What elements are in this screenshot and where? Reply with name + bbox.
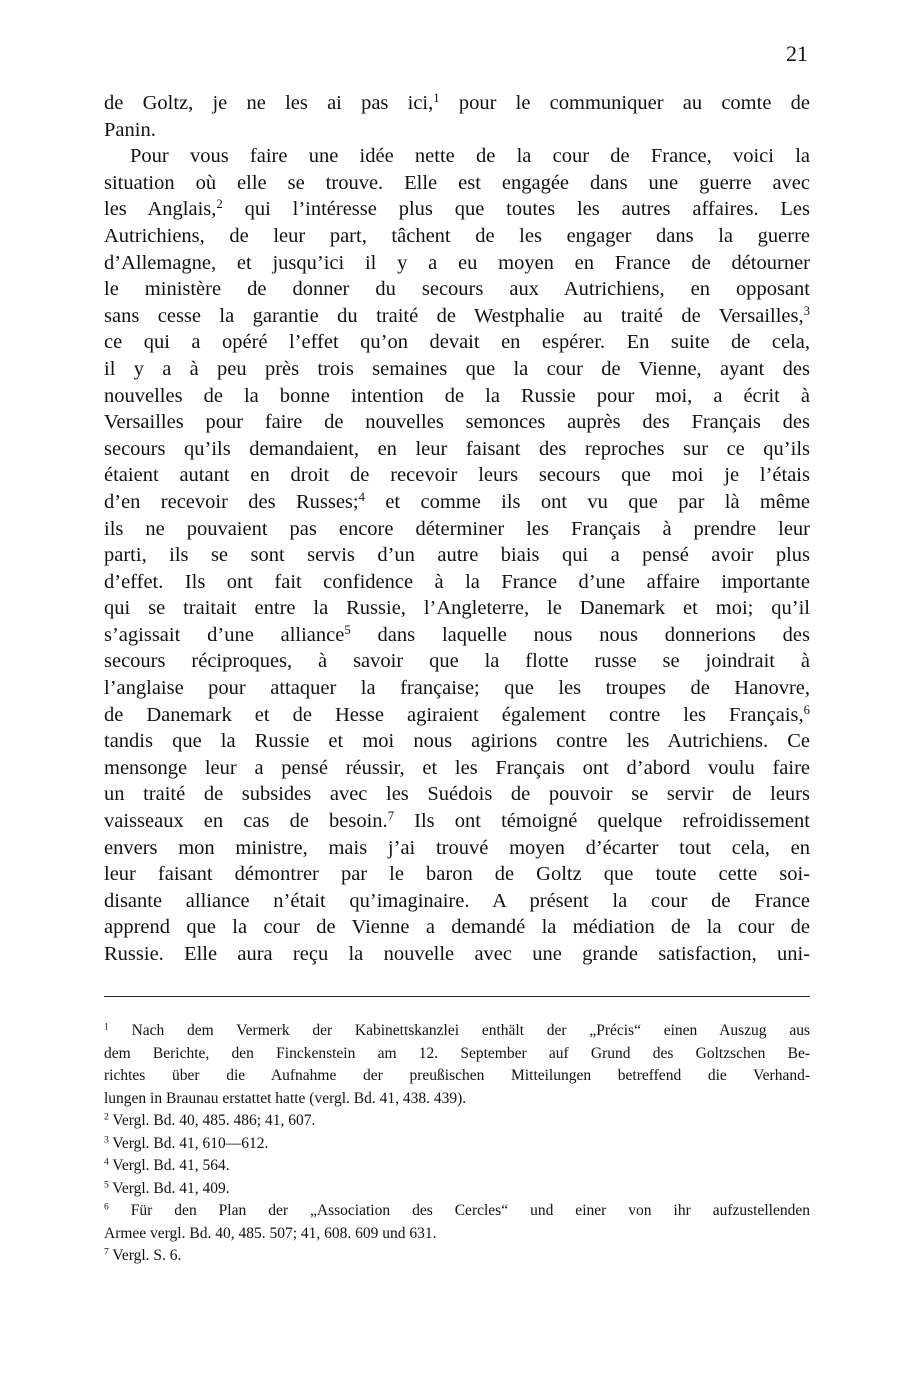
footnote-ref: 5 [344, 622, 351, 637]
body-line: de Goltz, je ne les ai pas ici,$^1$ pour le communiquer au comte de [104, 91, 810, 114]
footnote-number: 3 [104, 1134, 109, 1146]
page-number: 21 [786, 41, 808, 66]
body-line: le ministère de donner du secours aux Autrichiens, en opposant [104, 278, 810, 301]
body-line: un traité de subsides avec les Suédois de pouvoir se servir de leurs [104, 783, 810, 806]
body-line: secours qu’ils demandaient, en leur faisant des reproches sur ce qu’ils [104, 437, 810, 460]
footnote-ref: 7 [387, 809, 395, 824]
body-line: d’en recevoir des Russes;$^4$ et comme ils ont vu que par là même [104, 489, 810, 513]
body-line: envers mon ministre, mais j’ai trouvé moyen d’écarter tout cela, en [104, 836, 810, 859]
footnote-line: $^1$ Nach dem Vermerk der Kabinettskanzlei enthält der „Précis“ einen Auszug aus [104, 1021, 810, 1039]
body-line: parti, ils se sont servis d’un autre biais qui a pensé avoir plus [104, 544, 810, 567]
footnote-line: lungen in Braunau erstattet hatte (vergl. Bd. 41, 438. 439). [104, 1089, 467, 1107]
footnote-number: 4 [104, 1156, 109, 1168]
footnote-number: 7 [104, 1246, 109, 1258]
footnote-ref: 6 [803, 702, 810, 717]
body-line: Pour vous faire une idée nette de la cour de France, voici la [130, 145, 810, 168]
body-line: ils ne pouvaient pas encore déterminer les Français à prendre leur [104, 517, 810, 540]
body-line: les Anglais,$^2$ qui l’intéresse plus que toutes les autres affaires. Les [104, 197, 811, 221]
footnote-line: dem Berichte, den Finckenstein am 12. September auf Grund des Goltzschen Be- [104, 1044, 810, 1062]
footnote-line: $^5$ Vergl. Bd. 41, 409. [104, 1179, 230, 1197]
footnote-ref: 4 [358, 489, 365, 504]
footnote-ref: 1 [433, 91, 440, 106]
body-line: apprend que la cour de Vienne a demandé la médiation de la cour de [104, 916, 810, 939]
footnote-number: 6 [104, 1201, 109, 1213]
body-line: leur faisant démontrer par le baron de Goltz que toute cette soi- [104, 863, 810, 886]
footnote-line: Armee vergl. Bd. 40, 485. 507; 41, 608. 609 und 631. [104, 1224, 437, 1242]
footnote-separator [104, 996, 810, 997]
body-line: nouvelles de la bonne intention de la Russie pour moi, a écrit à [104, 384, 810, 407]
footnote-line: $^6$ Für den Plan der „Association des Cercles“ und einer von ihr aufzustellenden [104, 1201, 810, 1219]
footnote-line: $^2$ Vergl. Bd. 40, 485. 486; 41, 607. [104, 1111, 316, 1129]
footnote-ref: 2 [216, 197, 223, 212]
body-line: mensonge leur a pensé réussir, et les Français ont d’abord voulu faire [104, 756, 810, 779]
footnote-line: $^7$ Vergl. S. 6. [104, 1246, 182, 1264]
footnote-line: richtes über die Aufnahme der preußischen Mitteilungen betreffend die Verhand- [104, 1067, 810, 1084]
body-line: de Danemark et de Hesse agiraient également contre les Français,$^6$ [104, 702, 810, 726]
body-line: tandis que la Russie et moi nous agirions contre les Autrichiens. Ce [104, 730, 810, 753]
body-line: ce qui a opéré l’effet qu’on devait en espérer. En suite de cela, [104, 331, 810, 354]
body-line: sans cesse la garantie du traité de Westphalie au traité de Versailles,$^3$ [104, 303, 810, 327]
body-line: Versailles pour faire de nouvelles semonces auprès des Français des [104, 411, 810, 434]
footnote-number: 5 [104, 1179, 109, 1191]
body-line: l’anglaise pour attaquer la française; que les troupes de Hanovre, [104, 677, 810, 700]
body-line: d’effet. Ils ont fait confidence à la France d’une affaire importante [104, 570, 810, 593]
body-line: situation où elle se trouve. Elle est engagée dans une guerre avec [104, 171, 810, 194]
body-line: secours réciproques, à savoir que la flotte russe se joindrait à [104, 650, 810, 673]
footnote-number: 2 [104, 1111, 109, 1123]
body-line: étaient autant en droit de recevoir leurs secours que moi je l’étais [104, 464, 810, 487]
footnote-number: 1 [104, 1021, 109, 1033]
body-line: Panin. [104, 118, 156, 141]
body-line: Autrichiens, de leur part, tâchent de les engager dans la guerre [104, 224, 810, 247]
footnote-ref: 3 [803, 303, 810, 318]
body-line: d’Allemagne, et jusqu’ici il y a eu moyen en France de détourner [104, 251, 810, 274]
footnote-line: $^3$ Vergl. Bd. 41, 610—612. [104, 1134, 269, 1152]
body-line: vaisseaux en cas de besoin.$^7$ Ils ont témoigné quelque refroidissement [104, 809, 811, 833]
body-line: il y a à peu près trois semaines que la cour de Vienne, ayant des [104, 357, 810, 380]
footnotes [104, 1020, 810, 1268]
body-line: Russie. Elle aura reçu la nouvelle avec une grande satisfaction, uni- [104, 943, 810, 965]
body-line: qui se traitait entre la Russie, l’Angleterre, le Danemark et moi; qu’il [104, 597, 810, 620]
body-line: disante alliance n’était qu’imaginaire. A présent la cour de France [104, 889, 810, 912]
body-text [104, 90, 810, 968]
body-line: s’agissait d’une alliance$^5$ dans laquelle nous nous donnerions des [104, 622, 811, 646]
footnote-line: $^4$ Vergl. Bd. 41, 564. [104, 1156, 230, 1174]
